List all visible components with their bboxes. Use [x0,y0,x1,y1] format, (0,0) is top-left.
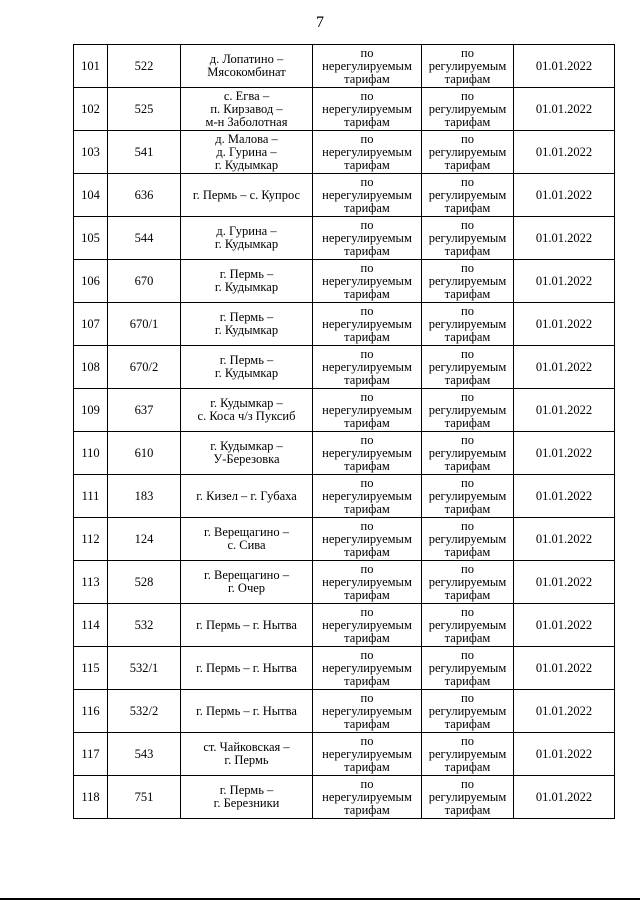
carrier-tariff-cell: по регулируемым тарифам [422,733,514,776]
route-number-cell: 532 [108,604,181,647]
route-number-cell: 751 [108,776,181,819]
tariff-type-cell: по нерегулируемым тарифам [313,131,422,174]
start-date-cell: 01.01.2022 [514,432,615,475]
row-number-cell: 114 [74,604,108,647]
route-number-cell: 124 [108,518,181,561]
route-name-cell: г. Пермь – г. Березники [181,776,313,819]
tariff-type-cell: по нерегулируемым тарифам [313,604,422,647]
row-number-cell: 111 [74,475,108,518]
route-name-cell: д. Гурина – г. Кудымкар [181,217,313,260]
route-number-cell: 525 [108,88,181,131]
route-name-cell: г. Пермь – г. Нытва [181,690,313,733]
row-number-cell: 116 [74,690,108,733]
tariff-type-cell: по нерегулируемым тарифам [313,690,422,733]
carrier-tariff-cell: по регулируемым тарифам [422,518,514,561]
table-row [74,45,615,88]
routes-table-body [74,45,615,819]
tariff-type-cell: по нерегулируемым тарифам [313,45,422,88]
start-date-cell: 01.01.2022 [514,518,615,561]
start-date-cell: 01.01.2022 [514,174,615,217]
row-number-cell: 102 [74,88,108,131]
route-name-cell: с. Егва – п. Кирзавод – м-н Заболотная [181,88,313,131]
carrier-tariff-cell: по регулируемым тарифам [422,604,514,647]
route-name-cell: г. Верещагино – г. Очер [181,561,313,604]
carrier-tariff-cell: по регулируемым тарифам [422,260,514,303]
route-number-cell: 637 [108,389,181,432]
route-name-cell: г. Пермь – г. Нытва [181,647,313,690]
start-date-cell: 01.01.2022 [514,45,615,88]
table-row [74,561,615,604]
carrier-tariff-cell: по регулируемым тарифам [422,303,514,346]
route-number-cell: 670/2 [108,346,181,389]
carrier-tariff-cell: по регулируемым тарифам [422,647,514,690]
route-number-cell: 670/1 [108,303,181,346]
row-number-cell: 115 [74,647,108,690]
carrier-tariff-cell: по регулируемым тарифам [422,690,514,733]
table-row [74,690,615,733]
start-date-cell: 01.01.2022 [514,690,615,733]
routes-table [73,44,615,819]
tariff-type-cell: по нерегулируемым тарифам [313,346,422,389]
table-row [74,346,615,389]
start-date-cell: 01.01.2022 [514,88,615,131]
table-row [74,260,615,303]
row-number-cell: 103 [74,131,108,174]
tariff-type-cell: по нерегулируемым тарифам [313,88,422,131]
carrier-tariff-cell: по регулируемым тарифам [422,174,514,217]
route-name-cell: г. Кудымкар – с. Коса ч/з Пуксиб [181,389,313,432]
route-name-cell: д. Лопатино – Мясокомбинат [181,45,313,88]
carrier-tariff-cell: по регулируемым тарифам [422,346,514,389]
route-number-cell: 670 [108,260,181,303]
carrier-tariff-cell: по регулируемым тарифам [422,45,514,88]
table-row [74,432,615,475]
start-date-cell: 01.01.2022 [514,217,615,260]
start-date-cell: 01.01.2022 [514,260,615,303]
route-number-cell: 522 [108,45,181,88]
route-number-cell: 532/1 [108,647,181,690]
start-date-cell: 01.01.2022 [514,131,615,174]
tariff-type-cell: по нерегулируемым тарифам [313,174,422,217]
carrier-tariff-cell: по регулируемым тарифам [422,432,514,475]
tariff-type-cell: по нерегулируемым тарифам [313,217,422,260]
start-date-cell: 01.01.2022 [514,776,615,819]
carrier-tariff-cell: по регулируемым тарифам [422,88,514,131]
tariff-type-cell: по нерегулируемым тарифам [313,432,422,475]
carrier-tariff-cell: по регулируемым тарифам [422,217,514,260]
start-date-cell: 01.01.2022 [514,733,615,776]
row-number-cell: 117 [74,733,108,776]
route-name-cell: г. Пермь – г. Нытва [181,604,313,647]
table-row [74,475,615,518]
route-name-cell: ст. Чайковская – г. Пермь [181,733,313,776]
table-row [74,733,615,776]
bottom-divider [0,898,640,900]
carrier-tariff-cell: по регулируемым тарифам [422,389,514,432]
route-name-cell: г. Пермь – г. Кудымкар [181,260,313,303]
row-number-cell: 104 [74,174,108,217]
table-row [74,174,615,217]
route-name-cell: г. Кудымкар – У-Березовка [181,432,313,475]
row-number-cell: 109 [74,389,108,432]
start-date-cell: 01.01.2022 [514,389,615,432]
row-number-cell: 106 [74,260,108,303]
start-date-cell: 01.01.2022 [514,303,615,346]
tariff-type-cell: по нерегулируемым тарифам [313,260,422,303]
route-name-cell: г. Кизел – г. Губаха [181,475,313,518]
table-row [74,303,615,346]
route-name-cell: д. Малова – д. Гурина – г. Кудымкар [181,131,313,174]
route-number-cell: 636 [108,174,181,217]
table-row [74,389,615,432]
carrier-tariff-cell: по регулируемым тарифам [422,475,514,518]
carrier-tariff-cell: по регулируемым тарифам [422,131,514,174]
carrier-tariff-cell: по регулируемым тарифам [422,776,514,819]
row-number-cell: 110 [74,432,108,475]
row-number-cell: 107 [74,303,108,346]
row-number-cell: 113 [74,561,108,604]
tariff-type-cell: по нерегулируемым тарифам [313,733,422,776]
row-number-cell: 105 [74,217,108,260]
page-number: 7 [316,14,324,31]
carrier-tariff-cell: по регулируемым тарифам [422,561,514,604]
tariff-type-cell: по нерегулируемым тарифам [313,776,422,819]
table-row [74,647,615,690]
table-row [74,217,615,260]
start-date-cell: 01.01.2022 [514,604,615,647]
route-number-cell: 544 [108,217,181,260]
tariff-type-cell: по нерегулируемым тарифам [313,561,422,604]
table-row [74,88,615,131]
start-date-cell: 01.01.2022 [514,647,615,690]
start-date-cell: 01.01.2022 [514,475,615,518]
tariff-type-cell: по нерегулируемым тарифам [313,303,422,346]
start-date-cell: 01.01.2022 [514,561,615,604]
table-row [74,604,615,647]
row-number-cell: 108 [74,346,108,389]
route-number-cell: 183 [108,475,181,518]
route-name-cell: г. Пермь – г. Кудымкар [181,303,313,346]
start-date-cell: 01.01.2022 [514,346,615,389]
row-number-cell: 112 [74,518,108,561]
route-name-cell: г. Верещагино – с. Сива [181,518,313,561]
table-row [74,131,615,174]
route-number-cell: 528 [108,561,181,604]
route-name-cell: г. Пермь – с. Купрос [181,174,313,217]
table-row [74,518,615,561]
tariff-type-cell: по нерегулируемым тарифам [313,475,422,518]
route-name-cell: г. Пермь – г. Кудымкар [181,346,313,389]
tariff-type-cell: по нерегулируемым тарифам [313,389,422,432]
route-number-cell: 541 [108,131,181,174]
table-row [74,776,615,819]
row-number-cell: 101 [74,45,108,88]
route-number-cell: 610 [108,432,181,475]
route-number-cell: 532/2 [108,690,181,733]
row-number-cell: 118 [74,776,108,819]
route-number-cell: 543 [108,733,181,776]
tariff-type-cell: по нерегулируемым тарифам [313,518,422,561]
tariff-type-cell: по нерегулируемым тарифам [313,647,422,690]
